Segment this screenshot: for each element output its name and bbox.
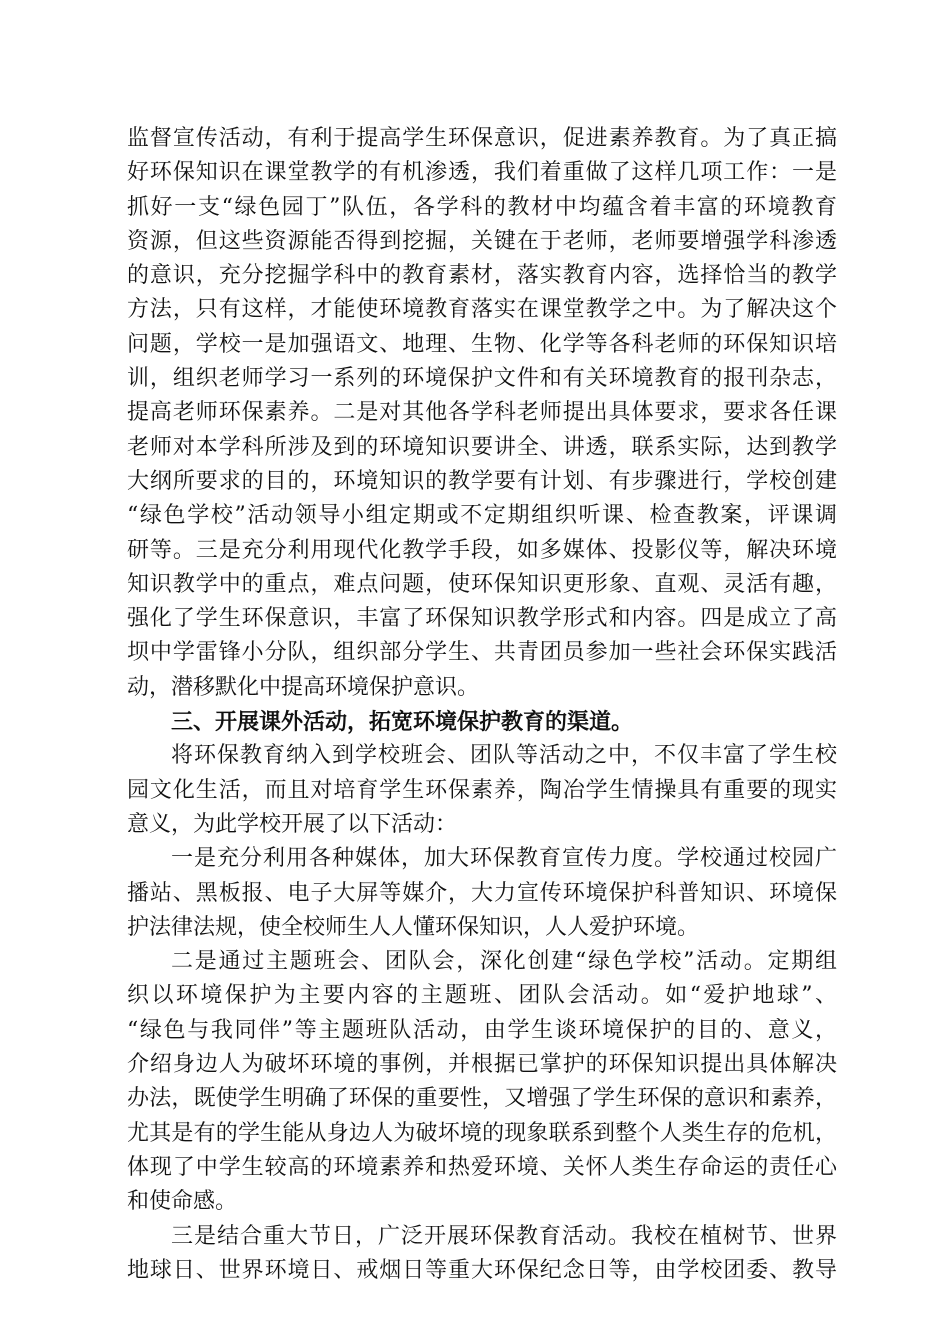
text-line: 播站、黑板报、电子大屏等媒介，大力宣传环境保护科普知识、环境保	[127, 880, 837, 906]
text-line: 老师对本学科所涉及到的环境知识要讲全、讲透，联系实际，达到教学	[127, 434, 837, 460]
text-line: 体现了中学生较高的环境素养和热爱环境、关怀人类生存命运的责任心	[127, 1154, 837, 1180]
text-line: 问题，学校一是加强语文、地理、生物、化学等各科老师的环保知识培	[127, 331, 837, 357]
text-line: 护法律法规，使全校师生人人懂环保知识，人人爱护环境。	[127, 914, 700, 940]
text-line: 三是结合重大节日，广泛开展环保教育活动。我校在植树节、世界	[171, 1223, 837, 1249]
text-line: 将环保教育纳入到学校班会、团队等活动之中，不仅丰富了学生校	[171, 743, 837, 769]
text-line: 介绍身边人为破坏环境的事例，并根据已掌护的环保知识提出具体解决	[127, 1052, 837, 1078]
text-line: 强化了学生环保意识，丰富了环保知识教学形式和内容。四是成立了高	[127, 606, 837, 632]
text-line: 方法，只有这样，才能使环境教育落实在课堂教学之中。为了解决这个	[127, 297, 837, 323]
text-line: 研等。三是充分利用现代化教学手段，如多媒体、投影仪等，解决环境	[127, 537, 837, 563]
text-line: 二是通过主题班会、团队会，深化创建“绿色学校”活动。定期组	[171, 949, 837, 975]
text-line: 尤其是有的学生能从身边人为破坏境的现象联系到整个人类生存的危机，	[127, 1120, 837, 1146]
text-line: 监督宣传活动，有利于提高学生环保意识，促进素养教育。为了真正搞	[127, 126, 837, 151]
text-line: 园文化生活，而且对培育学生环保素养，陶冶学生情操具有重要的现实	[127, 777, 837, 803]
text-line: 一是充分利用各种媒体，加大环保教育宣传力度。学校通过校园广	[171, 846, 837, 872]
text-line: 织以环境保护为主要内容的主题班、团队会活动。如“爱护地球”、	[127, 983, 837, 1009]
text-line: 和使命感。	[127, 1189, 238, 1215]
section-heading: 三、开展课外活动，拓宽环境保护教育的渠道。	[171, 709, 634, 736]
text-line: 训，组织老师学习一系列的环境保护文件和有关环境教育的报刊杂志，	[127, 366, 837, 392]
text-line: 资源，但这些资源能否得到挖掘，关键在于老师，老师要增强学科渗透	[127, 228, 837, 254]
text-line: 的意识，充分挖掘学科中的教育素材，落实教育内容，选择恰当的教学	[127, 263, 837, 289]
text-line: 意义，为此学校开展了以下活动：	[127, 811, 458, 837]
document-body	[127, 122, 837, 1288]
text-line: 好环保知识在课堂教学的有机渗透，我们着重做了这样几项工作：一是	[127, 160, 837, 186]
text-line: 办法，既使学生明确了环保的重要性，又增强了学生环保的意识和素养，	[127, 1086, 837, 1112]
text-line: “绿色学校”活动领导小组定期或不定期组织听课、检查教案，评课调	[127, 503, 837, 529]
text-line: 提高老师环保素养。二是对其他各学科老师提出具体要求，要求各任课	[127, 400, 837, 426]
text-line: “绿色与我同伴”等主题班队活动，由学生谈环境保护的目的、意义，	[127, 1017, 837, 1043]
text-line: 动，潜移默化中提高环境保护意识。	[127, 674, 480, 700]
text-line: 抓好一支“绿色园丁”队伍，各学科的教材中均蕴含着丰富的环境教育	[127, 194, 837, 220]
text-line: 坝中学雷锋小分队，组织部分学生、共青团员参加一些社会环保实践活	[127, 640, 837, 666]
text-line: 大纲所要求的目的，环境知识的教学要有计划、有步骤进行，学校创建	[127, 468, 837, 494]
text-line: 知识教学中的重点，难点问题，使环保知识更形象、直观、灵活有趣，	[127, 571, 837, 597]
text-line: 地球日、世界环境日、戒烟日等重大环保纪念日等，由学校团委、教导	[127, 1257, 837, 1283]
